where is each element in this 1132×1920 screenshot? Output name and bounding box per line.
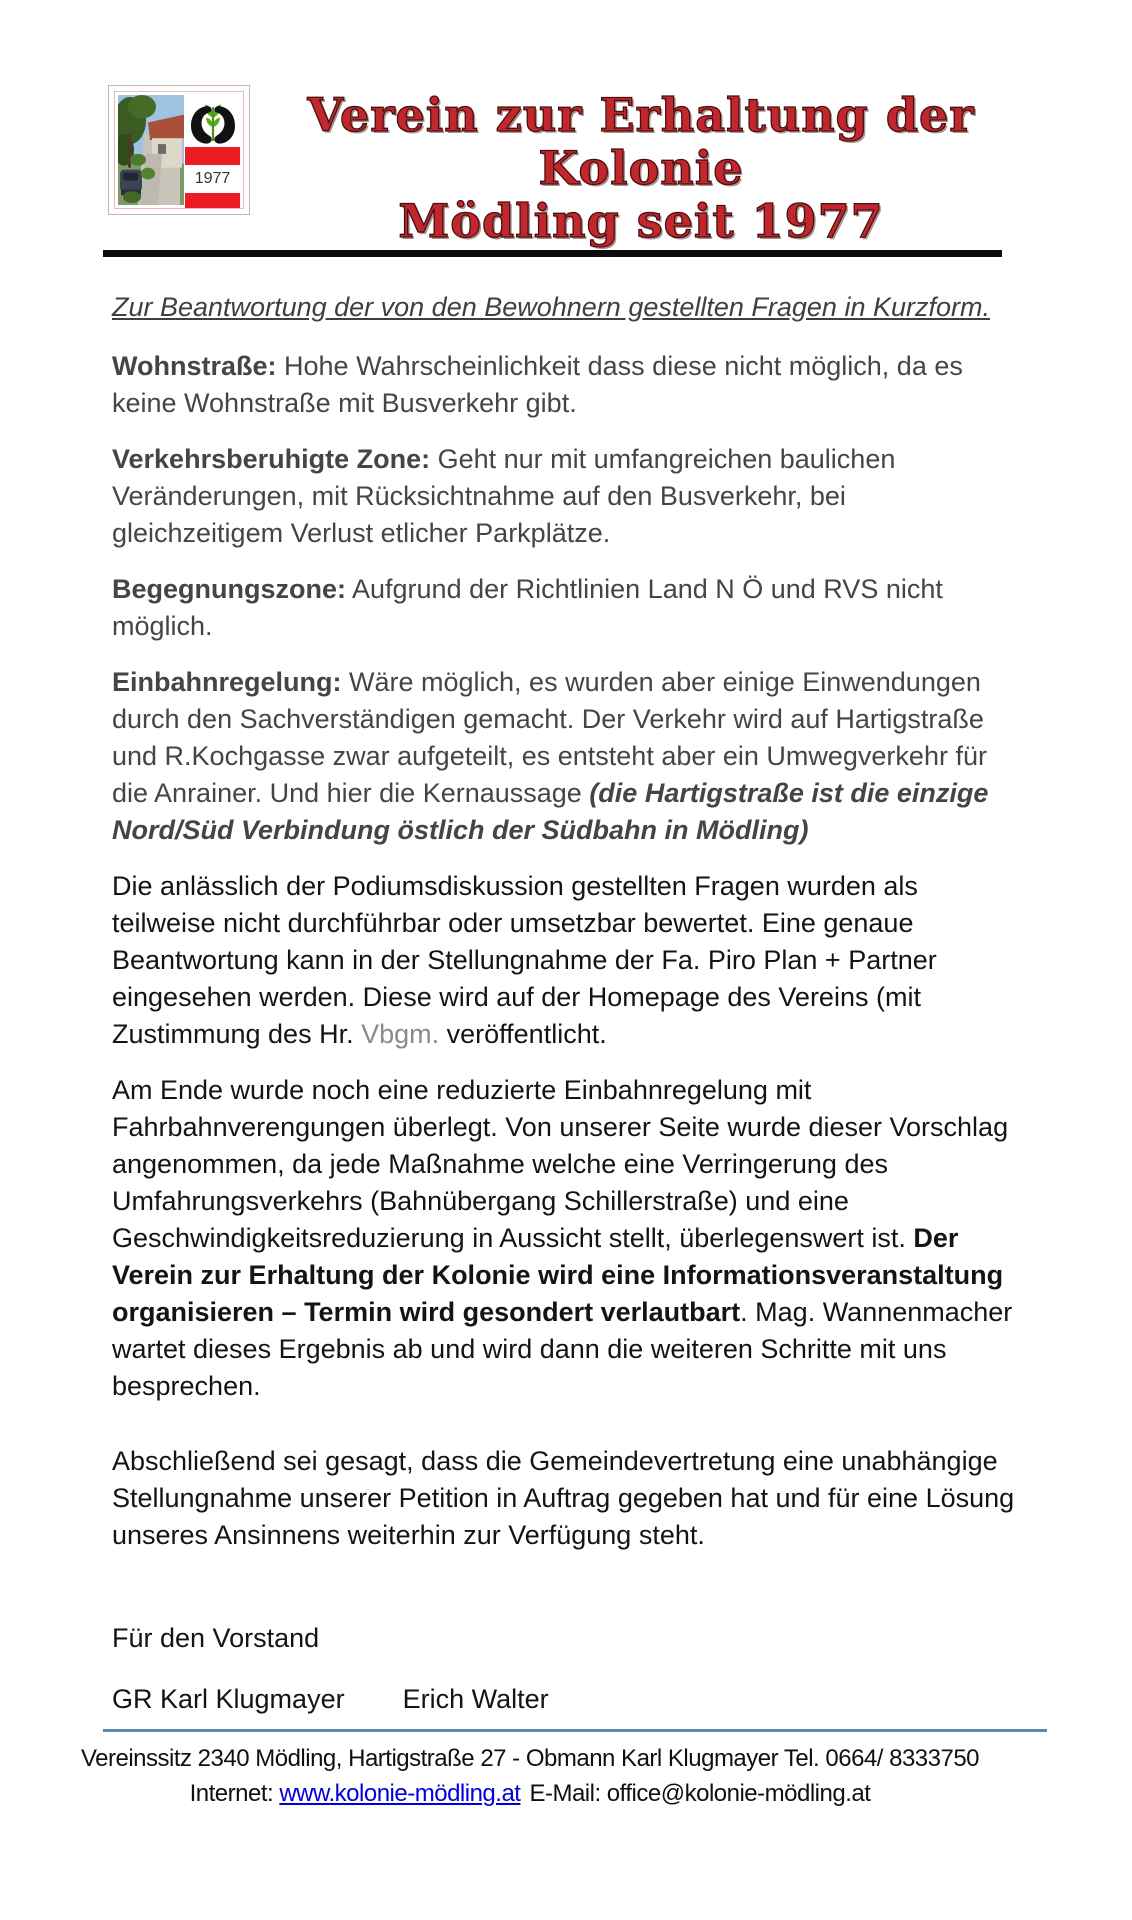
signature-names (112, 1681, 1024, 1718)
ende-text1: Am Ende wurde noch eine reduzierte Einbahnregelung mit Fahrbahnverengungen überlegt. Von unserer Seite wurde dieser Vorschlag angenommen, da jede Maßnahme welche eine Verringerung des Umfahrungsverkehrs (Bahnübergang Schillerstraße) und eine Geschwindigkeitsreduzierung in Aussicht stellt, überlegenswert ist. (112, 1075, 1009, 1253)
signature-intro: Für den Vorstand (112, 1623, 320, 1653)
ende-bold-announcement: Der Verein zur Erhaltung der Kolonie wird eine Informationsveranstaltung organisieren – Termin wird gesondert verlautbart (112, 1223, 1004, 1327)
logo-red-stripe-bottom (185, 193, 240, 208)
street-photo-image (118, 95, 184, 205)
club-logo-inner (114, 91, 244, 209)
begegnungszone-label: Begegnungszone: (112, 574, 346, 604)
verkehrszone-text: Geht nur mit umfangreichen baulichen Veränderungen, mit Rücksichtnahme auf den Busverkehr, bei gleichzeitigem Verlust etlicher Parkplätze. (112, 444, 896, 548)
einbahn-label: Einbahnregelung: (112, 667, 342, 697)
club-title-line1: Verein zur Erhaltung der Kolonie (307, 88, 975, 195)
paragraph-einbahnregelung (112, 664, 1024, 849)
logo-year: 1977 (194, 170, 231, 187)
club-title (250, 85, 1032, 248)
wohnstrasse-text: Hohe Wahrscheinlichkeit dass diese nicht möglich, da es keine Wohnstraße mit Busverkehr gibt. (112, 351, 963, 418)
hands-plant-glyph (187, 95, 239, 147)
footer-divider (103, 1729, 1047, 1732)
header-divider (103, 250, 1002, 257)
paragraph-wohnstrasse (112, 348, 1024, 422)
einbahn-emphasis: (die Hartigstraße ist die einzige Nord/Süd Verbindung östlich der Südbahn in Mödling) (112, 778, 989, 845)
website-link[interactable]: www.kolonie-mödling.at (279, 1780, 521, 1807)
paragraph-podiumsdiskussion (112, 868, 1024, 1053)
letter-body (112, 289, 1024, 1718)
logo-red-stripe-top (185, 147, 240, 165)
intro-heading: Zur Beantwortung der von den Bewohnern gestellten Fragen in Kurzform. (112, 292, 990, 322)
signature-name-walter: Erich Walter (402, 1684, 549, 1714)
ende-text2: . Mag. Wannenmacher wartet dieses Ergebnis ab und wird dann die weiteren Schritte mit uns besprechen. (112, 1297, 1013, 1401)
logo-right-panel (185, 95, 240, 205)
begegnungszone-text: Aufgrund der Richtlinien Land N Ö und RVS nicht möglich. (112, 574, 943, 641)
podium-text1: Die anlässlich der Podiumsdiskussion gestellten Fragen wurden als teilweise nicht durchführbar oder umsetzbar bewertet. Eine genaue Beantwortung kann in der Stellungnahme der Fa. Piro Plan + Partner eingesehen werden. Diese wird auf der Homepage des Vereins (mit Zustimmung des Hr. (112, 871, 937, 1049)
paragraph-abschluss: Abschließend sei gesagt, dass die Gemeindevertretung eine unabhängige Stellungnahme unserer Petition in Auftrag gegeben hat und für eine Lösung unseres Ansinnens weiterhin zur Verfügung steht. (112, 1446, 1015, 1550)
club-title-line2: Mödling seit 1977 (398, 194, 884, 248)
verkehrszone-label: Verkehrsberuhigte Zone: (112, 444, 431, 474)
letterhead (108, 85, 1032, 248)
paragraph-einbahn-reduziert (112, 1072, 1024, 1405)
street-photo (118, 95, 184, 205)
footer-address-line: Vereinssitz 2340 Mödling, Hartigstraße 27 - Obmann Karl Klugmayer Tel. 0664/ 8333750 (80, 1745, 980, 1772)
hands-plant-icon (185, 95, 240, 147)
podium-vbgm: Vbgm. (361, 1019, 440, 1049)
paragraph-begegnungszone (112, 571, 1024, 645)
club-logo (108, 85, 250, 215)
einbahn-text: Wäre möglich, es wurden aber einige Einwendungen durch den Sachverständigen gemacht. Der Verkehr wird auf Hartigstraße und R.Kochgasse zwar aufgeteilt, es entsteht aber ein Umwegverkehr für die Anrainer. Und hier die Kernaussage (112, 667, 987, 808)
paragraph-verkehrszone (112, 441, 1024, 552)
email-text: E-Mail: office@kolonie-mödling.at (529, 1780, 871, 1807)
wohnstrasse-label: Wohnstraße: (112, 351, 277, 381)
signature-name-klugmayer: GR Karl Klugmayer (112, 1684, 345, 1714)
footer (0, 1741, 1060, 1811)
footer-contact-line (0, 1776, 1060, 1811)
podium-text2: veröffentlicht. (439, 1019, 607, 1049)
internet-label: Internet: (189, 1780, 280, 1807)
